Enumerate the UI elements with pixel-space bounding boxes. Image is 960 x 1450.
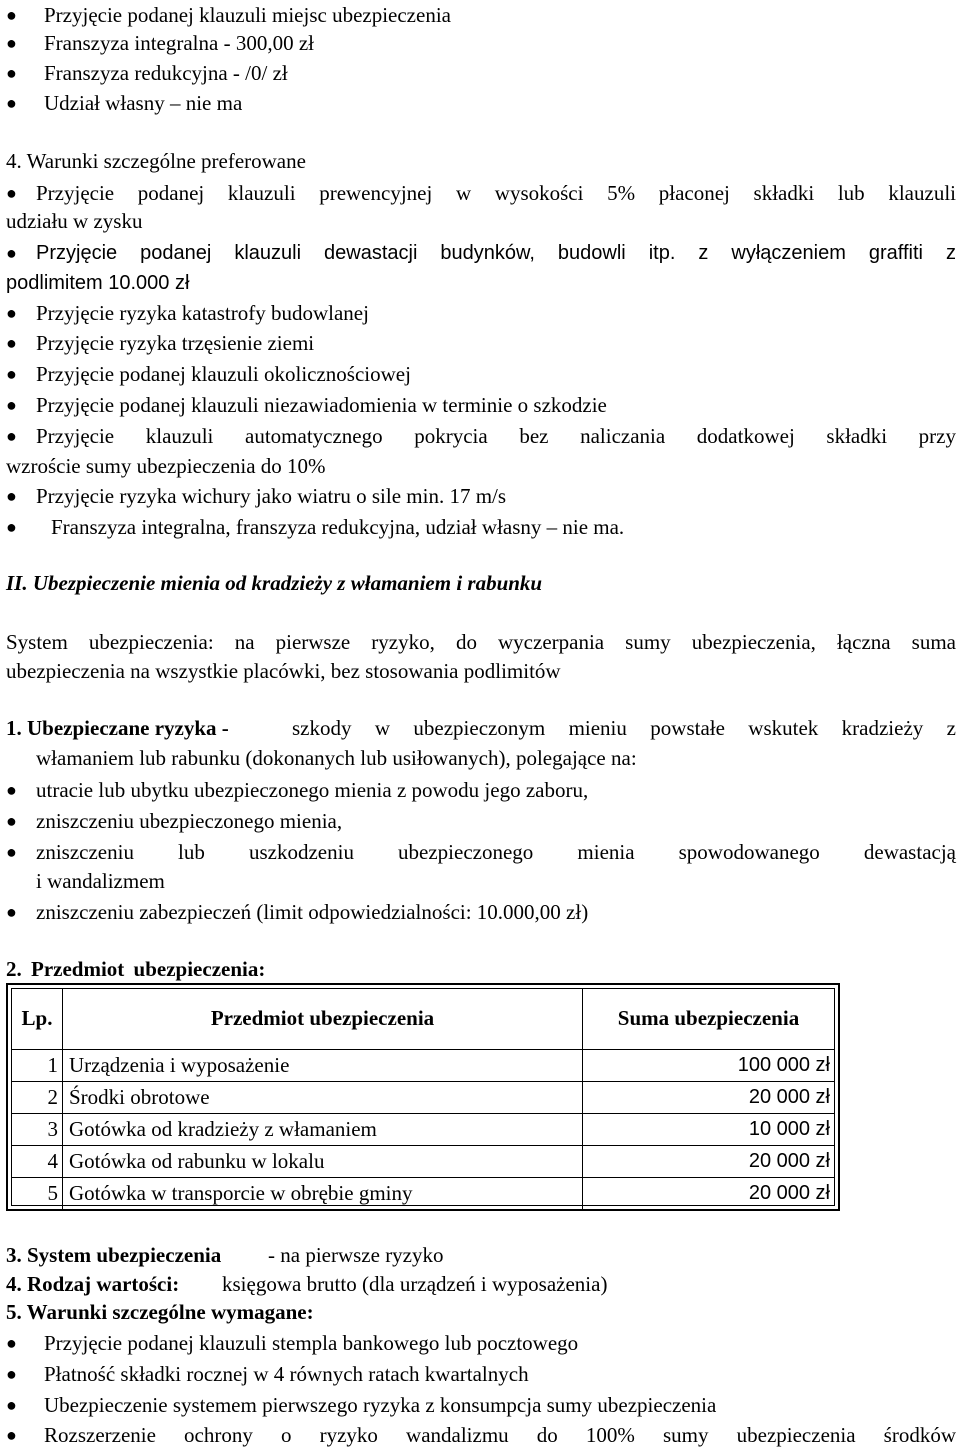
cell-lp: 5	[47, 1181, 58, 1205]
bullet-icon: ●	[6, 5, 17, 25]
header-sum: Suma ubezpieczenia	[582, 989, 834, 1049]
bullet-icon: ●	[6, 780, 17, 800]
list-item-text: zniszczeniu zabezpieczeń (limit odpowiedzialności: 10.000,00 zł)	[36, 900, 589, 924]
heading-text: 4. Warunki szczególne preferowane	[6, 149, 306, 173]
paragraph-text: 2. Przedmiot ubezpieczenia:	[6, 957, 266, 981]
cell-subject: Gotówka od rabunku w lokalu	[62, 1146, 582, 1177]
cell-subject: Urządzenia i wyposażenie	[62, 1050, 582, 1081]
bullet-icon: ●	[6, 486, 17, 506]
list-item-text: Przyjęcie podanej klauzuli dewastacji budynków, budowli itp. z wyłączeniem graffiti z	[36, 242, 956, 264]
table-header-row	[12, 989, 834, 1049]
list-item-text: Przyjęcie ryzyka wichury jako wiatru o sile min. 17 m/s	[36, 484, 507, 508]
bullet-icon: ●	[6, 364, 17, 384]
paragraph-label: 1. Ubezpieczane ryzyka -	[6, 716, 229, 740]
cell-sum: 20 000 zł	[582, 1178, 834, 1209]
heading-text: II. Ubezpieczenie mienia od kradzieży z włamaniem i rabunku	[6, 571, 543, 595]
bullet-icon: ●	[6, 842, 17, 862]
bullet-icon: ●	[6, 1364, 17, 1384]
bullet-icon: ●	[6, 303, 17, 323]
table-row	[12, 1081, 834, 1113]
bullet-icon: ●	[6, 183, 17, 203]
cell-sum: 20 000 zł	[582, 1082, 834, 1113]
list-item-text: zniszczeniu ubezpieczonego mienia,	[36, 809, 343, 833]
cell-lp: 1	[47, 1053, 58, 1077]
cell-sum: 20 000 zł	[582, 1146, 834, 1177]
table-row	[12, 1113, 834, 1145]
bullet-icon: ●	[6, 33, 17, 53]
cell-subject: Środki obrotowe	[62, 1082, 582, 1113]
bullet-icon: ●	[6, 93, 17, 113]
paragraph-text: szkody w ubezpieczonym mieniu powstałe wskutek kradzieży z	[292, 716, 956, 740]
bullet-icon: ●	[6, 333, 17, 353]
list-item-text: udziału w zysku	[6, 209, 143, 233]
list-item-text: wzroście sumy ubezpieczenia do 10%	[6, 454, 326, 478]
bullet-icon: ●	[6, 811, 17, 831]
paragraph-label: 3. System ubezpieczenia	[6, 1243, 222, 1267]
table-inner	[11, 988, 835, 1206]
list-item-text: Przyjęcie podanej klauzuli niezawiadomienia w terminie o szkodzie	[36, 393, 607, 417]
paragraph-text: ubezpieczenia na wszystkie placówki, bez stosowania podlimitów	[6, 659, 561, 683]
bullet-icon: ●	[6, 517, 17, 537]
paragraph-text: System ubezpieczenia: na pierwsze ryzyko, do wyczerpania sumy ubezpieczenia, łączna suma	[6, 630, 956, 654]
bullet-icon: ●	[6, 243, 17, 263]
table-row	[12, 1145, 834, 1177]
cell-lp: 3	[47, 1117, 58, 1141]
list-item-text: Franszyza redukcyjna - /0/ zł	[44, 61, 288, 85]
paragraph-text: 5. Warunki szczególne wymagane:	[6, 1300, 314, 1324]
list-item-text: Franszyza integralna, franszyza redukcyjna, udział własny – nie ma.	[51, 515, 625, 539]
cell-sum: 10 000 zł	[582, 1114, 834, 1145]
list-item-text: i wandalizmem	[36, 869, 165, 893]
list-item-text: Przyjęcie podanej klauzuli okolicznościowej	[36, 362, 411, 386]
table-row	[12, 1177, 834, 1209]
cell-subject: Gotówka w transporcie w obrębie gminy	[62, 1178, 582, 1209]
bullet-icon: ●	[6, 395, 17, 415]
list-item-text: Przyjęcie ryzyka katastrofy budowlanej	[36, 301, 369, 325]
paragraph-label: 4. Rodzaj wartości:	[6, 1272, 180, 1296]
list-item-text: Rozszerzenie ochrony o ryzyko wandalizmu do 100% sumy ubezpieczenia środków	[44, 1423, 956, 1447]
list-item-text: Przyjęcie podanej klauzuli stempla bankowego lub pocztowego	[44, 1331, 579, 1355]
list-item-text: Udział własny – nie ma	[44, 91, 243, 115]
cell-lp: 2	[47, 1085, 58, 1109]
bullet-icon: ●	[6, 426, 17, 446]
list-item-text: Franszyza integralna - 300,00 zł	[44, 31, 314, 55]
cell-lp: 4	[47, 1149, 58, 1173]
list-item-text: zniszczeniu lub uszkodzeniu ubezpieczonego mienia spowodowanego dewastacją	[36, 840, 956, 864]
list-item-text: Przyjęcie klauzuli automatycznego pokrycia bez naliczania dodatkowej składki przy	[36, 424, 956, 448]
list-item-text: Płatność składki rocznej w 4 równych ratach kwartalnych	[44, 1362, 529, 1386]
bullet-icon: ●	[6, 63, 17, 83]
list-item-text: utracie lub ubytku ubezpieczonego mienia z powodu jego zaboru,	[36, 778, 589, 802]
header-lp: Lp.	[21, 1006, 53, 1030]
table-row	[12, 1049, 834, 1081]
list-item-text: Przyjęcie ryzyka trzęsienie ziemi	[36, 331, 315, 355]
header-subject: Przedmiot ubezpieczenia	[62, 989, 582, 1049]
list-item-text: Ubezpieczenie systemem pierwszego ryzyka z konsumpcja sumy ubezpieczenia	[44, 1393, 717, 1417]
bullet-icon: ●	[6, 902, 17, 922]
paragraph-text: włamaniem lub rabunku (dokonanych lub usiłowanych), polegające na:	[36, 746, 637, 770]
cell-sum: 100 000 zł	[582, 1050, 834, 1081]
paragraph-text: - na pierwsze ryzyko	[268, 1243, 444, 1267]
paragraph-text: księgowa brutto (dla urządzeń i wyposażenia)	[222, 1272, 608, 1296]
cell-subject: Gotówka od kradzieży z włamaniem	[62, 1114, 582, 1145]
list-item-text: podlimitem 10.000 zł	[6, 272, 190, 294]
insurance-table	[6, 983, 840, 1211]
bullet-icon: ●	[6, 1333, 17, 1353]
list-item-text: Przyjęcie podanej klauzuli prewencyjnej w wysokości 5% płaconej składki lub klauzuli	[36, 181, 956, 205]
bullet-icon: ●	[6, 1425, 17, 1445]
list-item-text: Przyjęcie podanej klauzuli miejsc ubezpieczenia	[44, 3, 451, 27]
bullet-icon: ●	[6, 1395, 17, 1415]
